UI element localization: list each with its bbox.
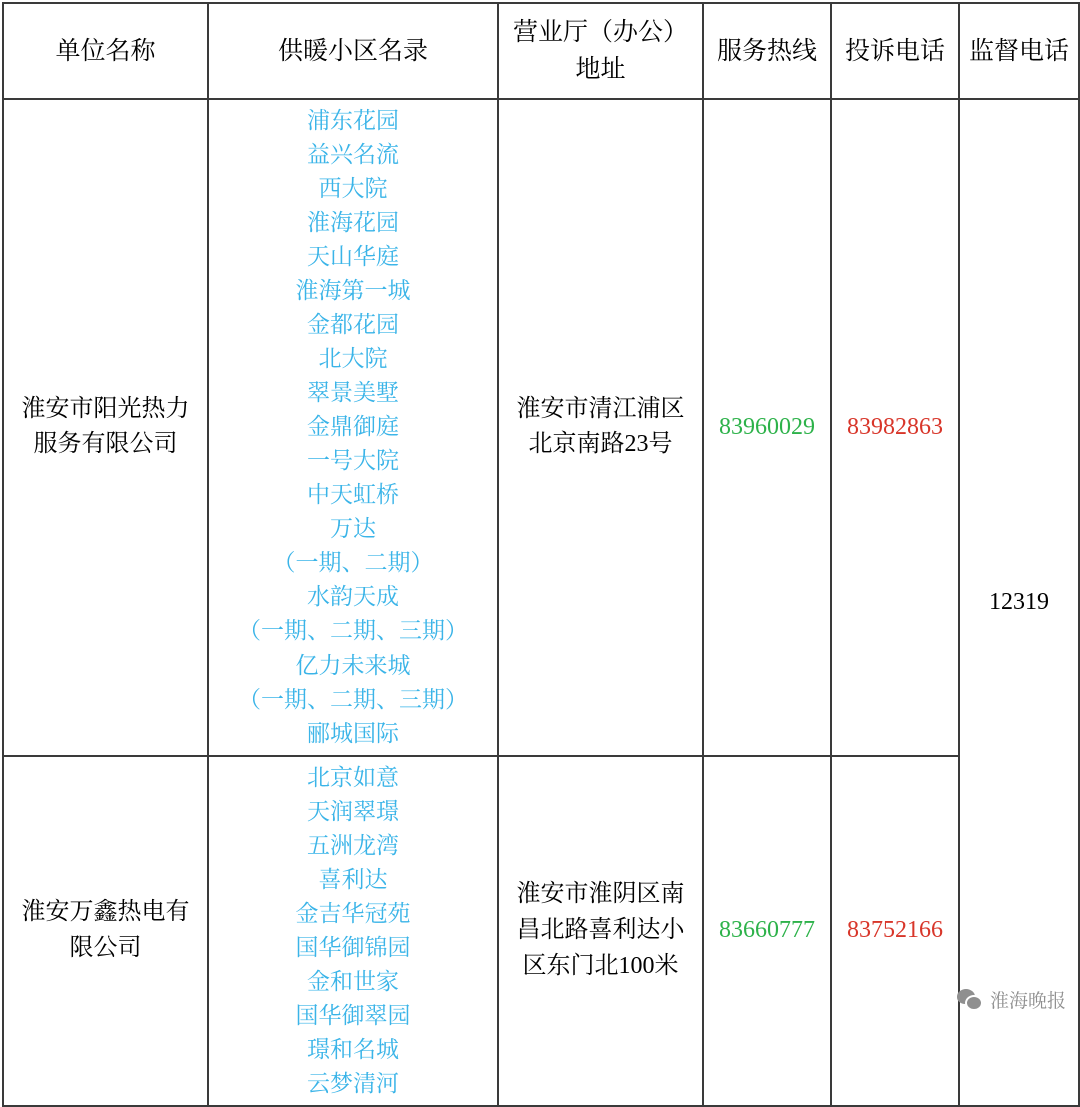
column-header-unit-name: 单位名称 [3,3,208,99]
cell-community-list [208,99,498,756]
column-header-supervision-phone: 监督电话 [959,3,1079,99]
community-item-note: （一期、二期、三期） [238,686,468,712]
community-item: 璟和名城 [307,1036,399,1062]
community-item: 中天虹桥 [307,482,399,508]
community-item: 翠景美墅 [307,380,399,406]
community-item: 云梦清河 [307,1070,399,1096]
column-header-complaint-phone: 投诉电话 [831,3,959,99]
community-item: 北京如意 [307,764,399,790]
community-item: 天山华庭 [307,244,399,270]
cell-community-list [208,756,498,1106]
community-item-note: （一期、二期、三期） [238,618,468,644]
community-item: 万达 [330,516,376,542]
column-header-service-hotline: 服务热线 [703,3,831,99]
community-item: 淮海花园 [307,210,399,236]
community-item: 金都花园 [307,312,399,338]
cell-address: 淮安市淮阴区南昌北路喜利达小区东门北100米 [498,756,703,1106]
community-item: 一号大院 [307,448,399,474]
community-item: 天润翠璟 [307,798,399,824]
column-header-address: 营业厅（办公）地址 [498,3,703,99]
cell-supervision-phone: 12319 [959,99,1079,1106]
watermark-label: 淮海晚报 [989,991,1066,1012]
column-header-community-list: 供暖小区名录 [208,3,498,99]
community-item: 浦东花园 [307,108,399,133]
table-row [3,756,1079,1106]
community-item: 金和世家 [307,968,399,994]
cell-complaint-phone: 83982863 [831,99,959,756]
community-item: 五洲龙湾 [307,832,399,858]
community-item: 淮海第一城 [295,278,411,304]
community-item: 金吉华冠苑 [295,900,411,926]
community-item: 北大院 [318,346,388,372]
community-item: 国华御锦园 [295,934,411,960]
community-item: 国华御翠园 [295,1002,411,1028]
community-item: 亿力未来城 [295,652,411,678]
community-item: 西大院 [318,176,388,202]
cell-complaint-phone: 83752166 [831,756,959,1106]
community-item-note: （一期、二期） [272,550,434,576]
heating-companies-table [2,2,1080,1107]
table-header-row [3,3,1079,99]
community-item: 水韵天成 [307,584,399,610]
cell-address: 淮安市清江浦区北京南路23号 [498,99,703,756]
community-item: 郦城国际 [307,720,399,746]
cell-unit-name: 淮安万鑫热电有限公司 [3,756,208,1106]
cell-unit-name: 淮安市阳光热力服务有限公司 [3,99,208,756]
community-item: 金鼎御庭 [307,414,399,440]
cell-service-hotline: 83960029 [703,99,831,756]
cell-service-hotline: 83660777 [703,756,831,1106]
table-row [3,99,1079,756]
community-item: 益兴名流 [307,142,399,168]
community-item: 喜利达 [318,866,388,892]
